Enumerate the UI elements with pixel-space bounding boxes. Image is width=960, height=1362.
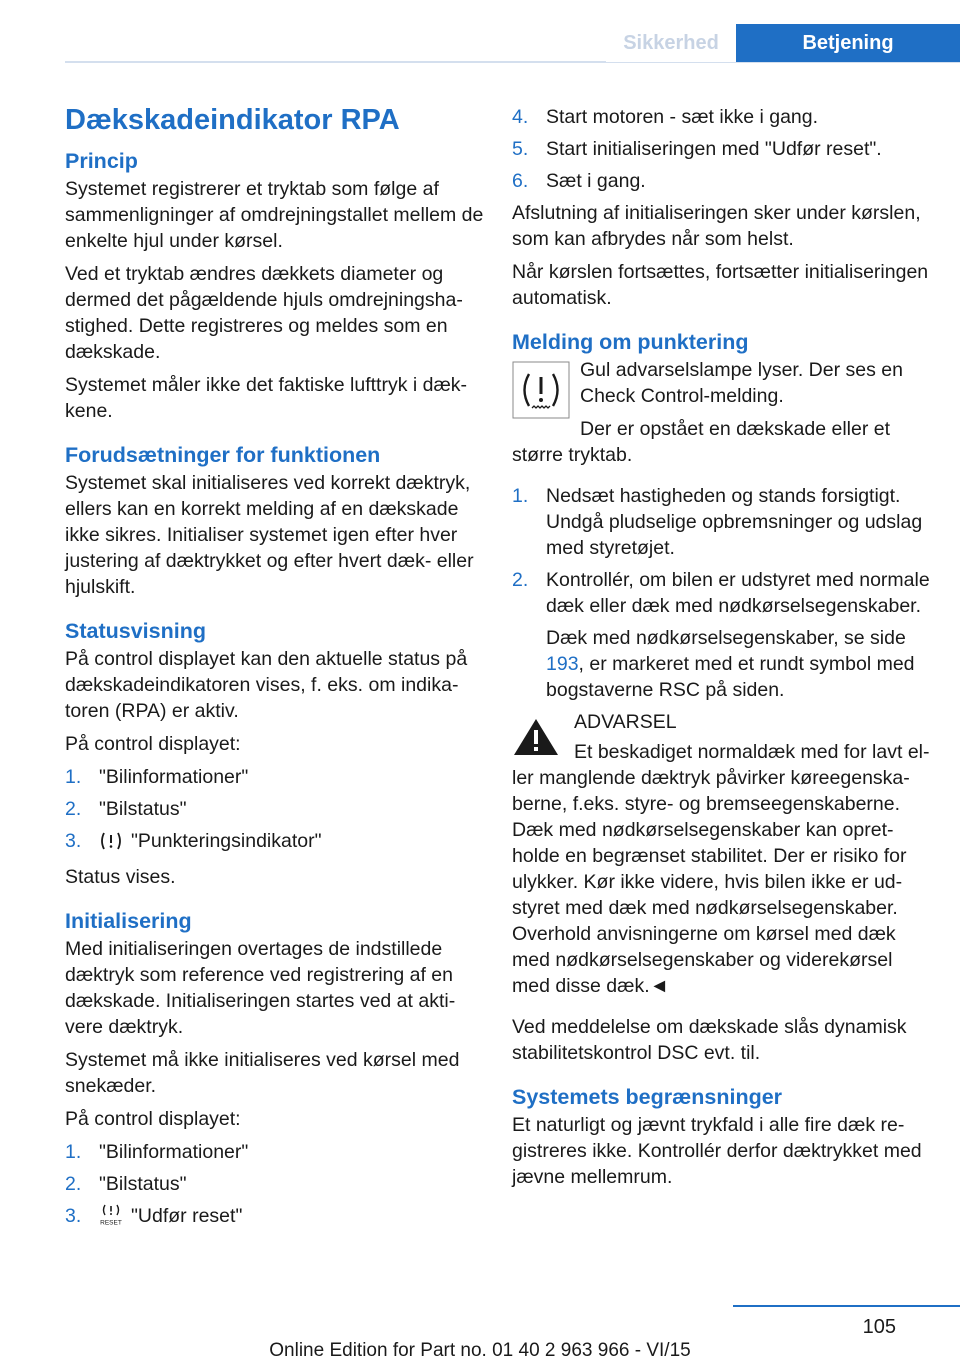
tire-reset-icon: [99, 1204, 123, 1233]
status-heading: Statusvisning: [65, 619, 206, 643]
status-p1: På control displayet kan den aktuelle status på dækskadeindikatoren vises, f. eks. om indikatoren (RPA) er aktiv.: [65, 648, 468, 722]
tire-warning-icon: [99, 831, 123, 858]
principle-heading: Princip: [65, 149, 138, 173]
puncture-p3: Ved meddelelse om dækskade slås dynamisk stabilitetskontrol DSC evt. til.: [512, 1016, 907, 1064]
limits-heading: Systemets begrænsninger: [512, 1085, 783, 1109]
status-p3: Status vises.: [65, 866, 176, 888]
tab-safety[interactable]: Sikkerhed: [606, 24, 736, 62]
list-item: [65, 764, 485, 790]
right-column: [512, 100, 932, 1197]
requirements-p1: Systemet skal initialiseres ved korrekt dæktryk, ellers kan en korrekt melding af en dækskade ikke sikres. Initialiser systemet igen efter hver justering af dæktrykket og efter hvert dæk- eller hjulskift.: [65, 472, 474, 598]
list-number: 6.: [512, 170, 529, 192]
list-item: [65, 1203, 485, 1233]
limits-p1: Et naturligt og jævnt trykfald i alle fire dæk registreres ikke. Kontrollér derfor dæktrykket med jævne mellemrum.: [512, 1114, 922, 1188]
list-text: "Bilstatus": [99, 798, 187, 820]
list-text: Sæt i gang.: [546, 170, 646, 192]
principle-p1: Systemet registrerer et tryktab som følge af sammenligninger af omdrejningstallet mellem de enkelte hjul under kørsel.: [65, 178, 484, 252]
list-item: [512, 136, 932, 162]
rsc-note-b: , er markeret med et rundt symbol med bogstaverne RSC på siden.: [546, 653, 915, 701]
warning-text: Et beskadiget normaldæk med for lavt eller manglende dæktryk påvirker køreegenskaberne, f.eks. styre- og bremseegenskaberne. Dæk med nødkørselsegenskaber kan opretholde en begrænset stabilitet. Der er risiko for ulykker. Kør ikke videre, hvis bilen ikke er udstyret med dæk med nødkørselsegenskaber. Overhold anvisningerne om kørsel med dæk med nødkørselsegenskaber og viderekørsel med disse dæk.◄: [512, 741, 930, 997]
puncture-p2: Der er opstået en dækskade eller et større tryktab.: [512, 418, 891, 466]
list-text: "Bilinformationer": [99, 1141, 249, 1163]
puncture-steps: [512, 483, 932, 703]
page-number-rule: [733, 1305, 960, 1307]
warning-title: ADVARSEL: [574, 711, 677, 733]
init-end-p1: Afslutning af initialiseringen sker under kørslen, som kan afbrydes når som helst.: [512, 202, 921, 250]
list-number: 5.: [512, 138, 529, 160]
list-item: [65, 1171, 485, 1197]
list-text: Nedsæt hastigheden og stands forsigtigt. Undgå pludselige opbremsninger og udslag med styretøjet.: [546, 485, 923, 559]
list-number: 4.: [512, 106, 529, 128]
list-subitem: [512, 625, 932, 703]
page-number: 105: [862, 1316, 896, 1338]
puncture-p1: Gul advarselslampe lyser. Der ses en Check Control-melding.: [580, 359, 903, 407]
footer-edition: Online Edition for Part no. 01 40 2 963 966 - VI/15: [269, 1340, 691, 1361]
list-text: Start motoren - sæt ikke i gang.: [546, 106, 819, 128]
list-item: [65, 796, 485, 822]
init-p2: Systemet må ikke initialiseres ved kørsel med snekæder.: [65, 1049, 460, 1097]
tab-operation[interactable]: Betjening: [736, 24, 960, 62]
list-item: [512, 104, 932, 130]
list-text: "Udfør reset": [131, 1205, 243, 1227]
list-number: 2.: [512, 569, 529, 591]
list-number: 3.: [65, 1205, 82, 1227]
list-text: Kontrollér, om bilen er udstyret med normale dæk eller dæk med nødkørselsegenskaber.: [546, 569, 930, 617]
status-p2: På control displayet:: [65, 733, 241, 755]
list-number: 2.: [65, 1173, 82, 1195]
list-item: [65, 828, 485, 858]
puncture-heading: Melding om punktering: [512, 330, 749, 354]
list-item: [512, 567, 932, 619]
init-p1: Med initialiseringen overtages de indstillede dæktryk som reference ved registrering af en dækskade. Initialiseringen startes ved at aktivere dæktryk.: [65, 938, 456, 1038]
left-column: [65, 100, 485, 1239]
init-steps-continued: [512, 104, 932, 194]
principle-p3: Systemet måler ikke det faktiske lufttryk i dækkene.: [65, 374, 468, 422]
init-steps: [65, 1139, 485, 1233]
init-p3: På control displayet:: [65, 1108, 241, 1130]
list-number: 3.: [65, 830, 82, 852]
page-link-193[interactable]: 193: [546, 653, 579, 675]
list-item: [65, 1139, 485, 1165]
init-heading: Initialisering: [65, 909, 192, 933]
principle-p2: Ved et tryktab ændres dækkets diameter og dermed det pågældende hjuls omdrejningshastighed. Dette registreres og meldes som en dækskade.: [65, 263, 463, 363]
rsc-note-a: Dæk med nødkørselsegenskaber, se side: [546, 627, 906, 649]
list-text: Start initialiseringen med "Udfør reset".: [546, 138, 882, 160]
requirements-heading: Forudsætninger for funktionen: [65, 443, 381, 467]
list-text: "Bilinformationer": [99, 766, 249, 788]
init-end-p2: Når kørslen fortsættes, fortsætter initialiseringen automatisk.: [512, 261, 929, 309]
list-number: 1.: [65, 1141, 82, 1163]
list-number: 1.: [512, 485, 529, 507]
warning-triangle-icon: [512, 717, 560, 757]
page-title: Dækskadeindikator RPA: [65, 104, 400, 136]
list-item: [512, 483, 932, 561]
list-number: 1.: [65, 766, 82, 788]
reset-icon-label: RESET: [100, 1219, 122, 1226]
list-number: 2.: [65, 798, 82, 820]
status-steps: [65, 764, 485, 858]
list-item: [512, 168, 932, 194]
list-text: "Punkteringsindikator": [131, 830, 322, 852]
list-text: "Bilstatus": [99, 1173, 187, 1195]
tire-warning-icon: [512, 361, 570, 419]
